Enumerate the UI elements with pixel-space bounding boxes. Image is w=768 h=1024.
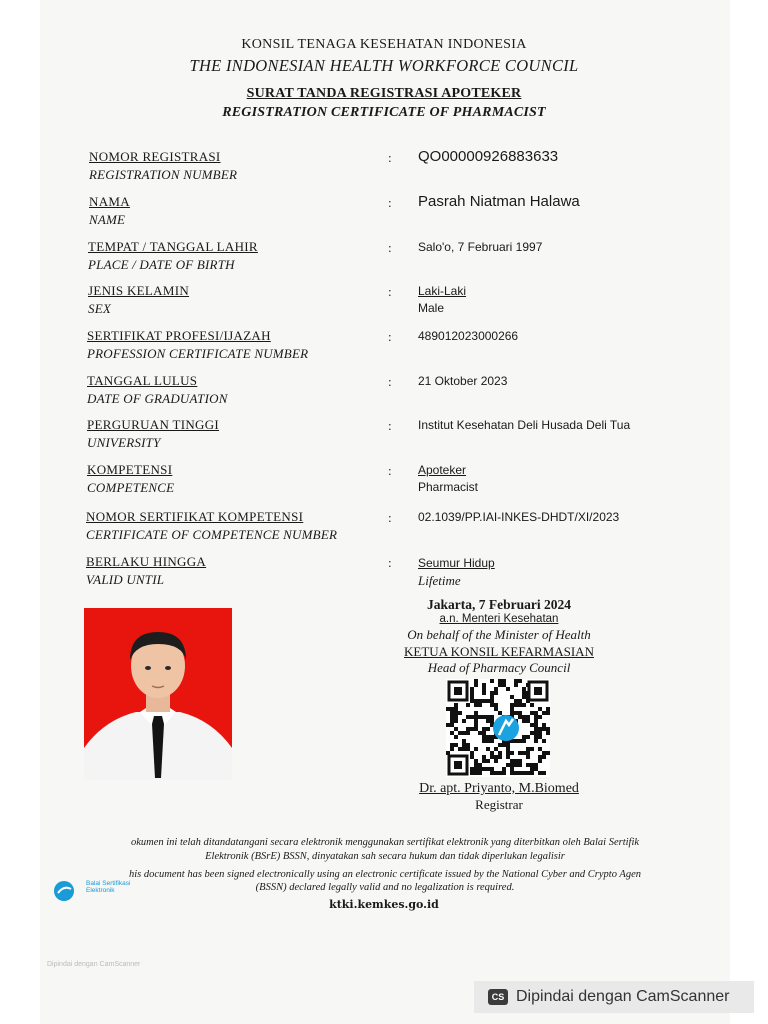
signatory-role: Registrar	[475, 797, 523, 812]
pharmacist-photo	[84, 608, 232, 780]
field-colon: :	[388, 510, 392, 525]
field-colon: :	[388, 240, 392, 255]
council-name-id: KONSIL TENAGA KESEHATAN INDONESIA	[241, 37, 527, 52]
field-label-sex: JENIS KELAMIN SEX	[88, 283, 190, 316]
field-label-profession-certificate: SERTIFIKAT PROFESI/IJAZAH PROFESSION CERTIFICATE NUMBER	[87, 328, 309, 361]
field-label-university: PERGURUAN TINGGI UNIVERSITY	[87, 417, 220, 450]
field-colon: :	[388, 374, 392, 389]
small-scanner-watermark: Dipindai dengan CamScanner	[47, 961, 141, 968]
place-date: Jakarta, 7 Februari 2024	[427, 597, 571, 612]
field-label-competence-certificate: NOMOR SERTIFIKAT KOMPETENSI CERTIFICATE OF COMPETENCE NUMBER	[86, 509, 338, 542]
certificate-title-en: REGISTRATION CERTIFICATE OF PHARMACIST	[222, 105, 546, 120]
signatory-name: Dr. apt. Priyanto, M.Biomed	[419, 781, 579, 796]
field-colon: :	[388, 150, 392, 165]
field-colon: :	[388, 329, 392, 344]
certificate-title-id: SURAT TANDA REGISTRASI APOTEKER	[246, 86, 522, 101]
on-behalf-en: On behalf of the Minister of Health	[407, 627, 591, 642]
profession-certificate-value: 489012023000266	[418, 329, 519, 343]
field-label-birth: TEMPAT / TANGGAL LAHIR PLACE / DATE OF BIRTH	[88, 239, 258, 272]
valid-until-value: Seumur Hidup Lifetime	[418, 556, 495, 588]
camscanner-label: Dipindai dengan CamScanner	[516, 988, 730, 1005]
graduation-value: 21 Oktober 2023	[418, 374, 508, 388]
field-label-registration-number: NOMOR REGISTRASI REGISTRATION NUMBER	[89, 149, 238, 182]
registration-number-value: QO00000926883633	[418, 148, 559, 165]
council-name-en: THE INDONESIAN HEALTH WORKFORCE COUNCIL	[189, 56, 579, 75]
sex-value: Laki-Laki Male	[418, 284, 467, 315]
birth-value: Salo'o, 7 Februari 1997	[418, 240, 543, 254]
website: ktki.kemkes.go.id	[329, 898, 439, 911]
council-chair-en: Head of Pharmacy Council	[427, 660, 571, 675]
footer-statement-id-2: Elektronik (BSrE) BSSN, dinyatakan sah secara hukum dan tidak diperlukan legalisir	[205, 851, 565, 862]
council-chair-id: KETUA KONSIL KEFARMASIAN	[404, 644, 594, 659]
field-label-valid-until: BERLAKU HINGGA VALID UNTIL	[86, 554, 207, 587]
footer-statement-en-1: his document has been signed electronically using an electronic certificate issued by the National Cyber and Crypto Agen	[129, 869, 641, 880]
signature-qr-code	[446, 679, 550, 777]
university-value: Institut Kesehatan Deli Husada Deli Tua	[418, 418, 631, 432]
footer-statement-en-2: (BSSN) declared legally valid and no legalization is required.	[255, 882, 515, 893]
bsre-logo: Balai Sertifikasi Elektronik	[52, 876, 142, 906]
field-label-name: NAMA NAME	[89, 194, 130, 227]
field-colon: :	[388, 418, 392, 433]
field-colon: :	[388, 284, 392, 299]
field-colon: :	[388, 463, 392, 478]
field-label-graduation: TANGGAL LULUS DATE OF GRADUATION	[87, 373, 228, 406]
camscanner-icon: CS	[488, 989, 508, 1005]
camscanner-banner	[474, 981, 754, 1013]
field-colon: :	[388, 195, 392, 210]
footer-statement-id-1: okumen ini telah ditandatangani secara elektronik menggunakan sertifikat elektronik yang diterbitkan oleh Balai Sertifik	[130, 837, 640, 848]
field-label-competence: KOMPETENSI COMPETENCE	[87, 462, 175, 495]
on-behalf-id: a.n. Menteri Kesehatan	[439, 613, 559, 625]
name-value: Pasrah Niatman Halawa	[418, 193, 580, 210]
competence-value: Apoteker Pharmacist	[418, 463, 479, 494]
field-colon: :	[388, 555, 392, 570]
competence-certificate-value: 02.1039/PP.IAI-INKES-DHDT/XI/2023	[418, 510, 620, 524]
